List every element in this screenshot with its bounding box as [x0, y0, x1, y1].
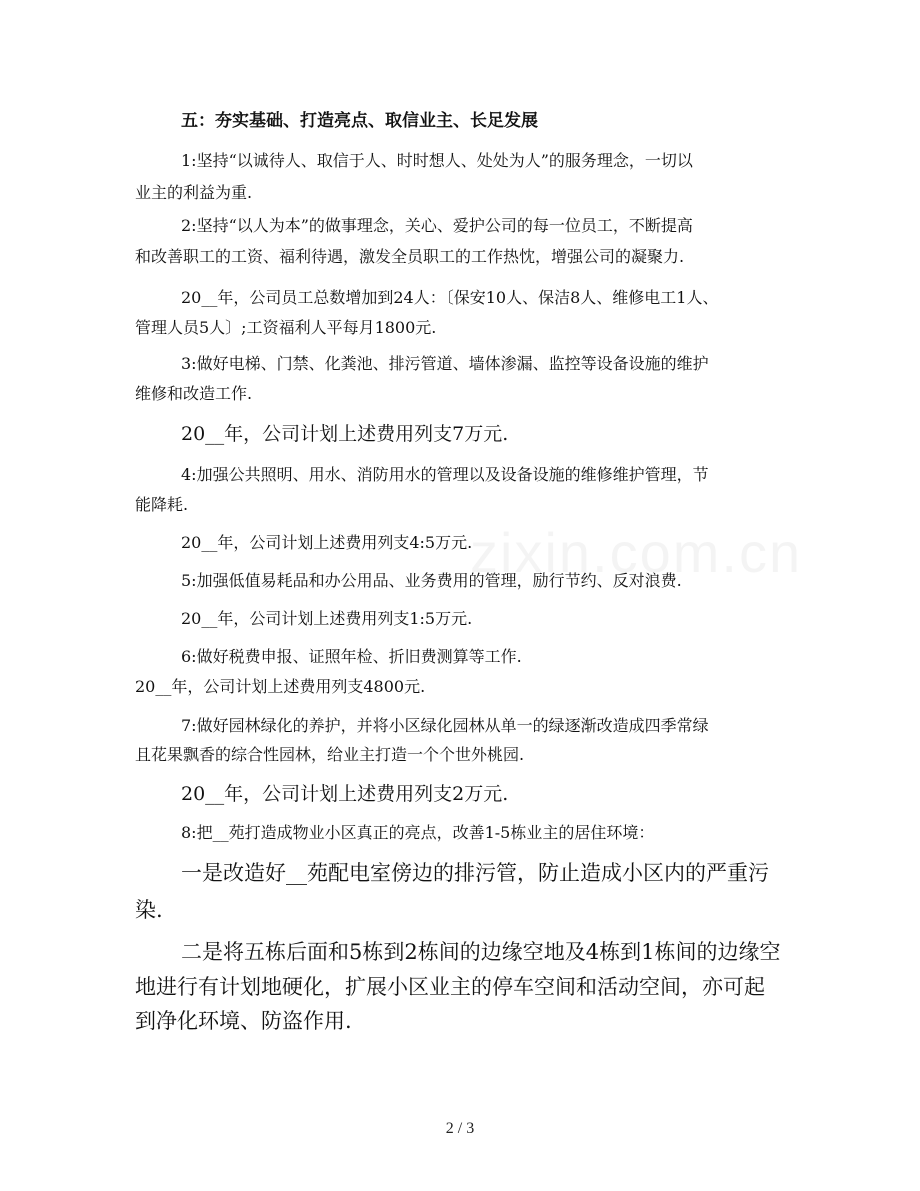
text-line: 能降耗.: [135, 495, 189, 514]
section-heading: 五：夯实基础、打造亮点、取信业主、长足发展: [181, 111, 538, 131]
text-line: 20__年，公司员工总数增加到24人：〔保安10人、保洁8人、维修电工1人、: [181, 288, 719, 307]
text-line: 到净化环境、防盗作用.: [135, 1009, 352, 1033]
text-line: 和改善职工的工资、福利待遇，激发全员职工的工作热忱，增强公司的凝聚力.: [135, 247, 685, 266]
text-line: 且花果飘香的综合性园林，给业主打造一个个世外桃园.: [135, 745, 525, 764]
text-line: 2:坚持“以人为本”的做事理念，关心、爱护公司的每一位员工，不断提高: [181, 216, 693, 235]
text-line: 20__年，公司计划上述费用列支7万元.: [181, 423, 509, 445]
text-line: 1:坚持“以诚待人、取信于人、时时想人、处处为人”的服务理念，一切以: [181, 151, 693, 170]
text-line: 8:把__苑打造成物业小区真正的亮点，改善1-5栋业主的居住环境：: [181, 823, 655, 842]
text-line: 20__年，公司计划上述费用列支2万元.: [181, 783, 509, 805]
text-line: 二是将五栋后面和5栋到2栋间的边缘空地及4栋到1栋间的边缘空: [181, 940, 781, 964]
text-line: 业主的利益为重.: [135, 183, 253, 202]
text-line: 20__年，公司计划上述费用列支4800元.: [135, 677, 426, 696]
text-line: 染.: [135, 898, 163, 922]
text-line: 5:加强低值易耗品和办公用品、业务费用的管理，励行节约、反对浪费.: [181, 571, 682, 590]
page-number: 2 / 3: [445, 1120, 475, 1137]
text-line: 4:加强公共照明、用水、消防用水的管理以及设备设施的维修维护管理，节: [181, 465, 709, 484]
text-line: 地进行有计划地硬化，扩展小区业主的停车空间和活动空间，亦可起: [135, 975, 765, 999]
text-line: 6:做好税费申报、证照年检、折旧费测算等工作.: [181, 647, 522, 666]
text-line: 20__年，公司计划上述费用列支4:5万元.: [181, 533, 473, 552]
text-line: 7:做好园林绿化的养护，并将小区绿化园林从单一的绿逐渐改造成四季常绿: [181, 716, 709, 735]
text-line: 一是改造好__苑配电室傍边的排污管，防止造成小区内的严重污: [181, 861, 769, 885]
text-line: 维修和改造工作.: [135, 384, 253, 403]
text-line: 20__年，公司计划上述费用列支1:5万元.: [181, 609, 473, 628]
text-line: 管理人员5人〕;工资福利人平每月1800元.: [135, 318, 437, 337]
text-line: 3:做好电梯、门禁、化粪池、排污管道、墙体渗漏、监控等设备设施的维护: [181, 354, 709, 373]
